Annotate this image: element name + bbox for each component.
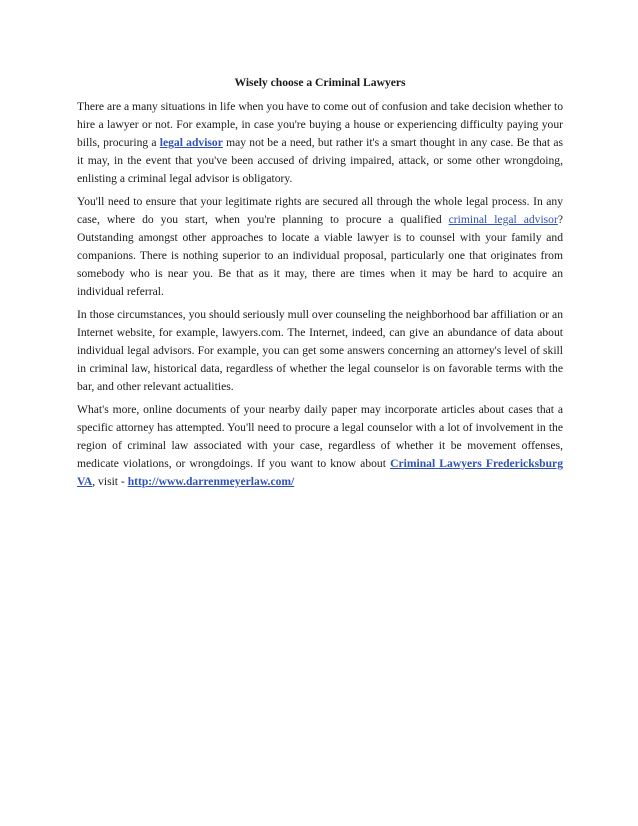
paragraph-2-text-b: ? Outstanding amongst other approaches to locate a viable lawyer is to counsel with your family and companions. There is nothing superior to an individual proposal, particularly one that originates from somebody who is near you. Be that as it may, there are times when it may be hard to acquire an individual referral. (77, 213, 563, 298)
paragraph-3-text: In those circumstances, you should seriously mull over counseling the neighborhood bar affiliation or an Internet website, for example, lawyers.com. The Internet, indeed, can give an abundance of data about individual legal advisors. For example, you can get some answers concerning an attorney's level of skill in criminal law, historical data, regardless of whether the legal counselor is on favorable terms with the bar, and other relevant actualities. (77, 308, 563, 393)
website-url-link[interactable]: http://www.darrenmeyerlaw.com/ (127, 475, 295, 488)
paragraph-1-text-b: may not be a need, but rather it's a smart thought in any case. Be that as it may, in the event that you've been accused of driving impaired, attack, or some other wrongdoing, enlisting a criminal legal advisor is obligatory. (77, 136, 563, 185)
document-body (77, 74, 563, 496)
criminal-legal-advisor-link[interactable]: criminal legal advisor (448, 213, 558, 226)
criminal-lawyers-fredericksburg-link[interactable]: Criminal Lawyers Fredericksburg VA (77, 457, 563, 488)
legal-advisor-link[interactable]: legal advisor (159, 136, 223, 149)
paragraph-2 (77, 193, 563, 301)
paragraph-1 (77, 98, 563, 188)
paragraph-3 (77, 306, 563, 396)
paragraph-2-text-a: You'll need to ensure that your legitimate rights are secured all through the whole legal process. In any case, where do you start, when you're planning to procure a qualified (77, 195, 563, 226)
document-title: Wisely choose a Criminal Lawyers (234, 76, 406, 89)
paragraph-4-text-a: What's more, online documents of your nearby daily paper may incorporate articles about cases that a specific attorney has attempted. You'll need to procure a legal counselor with a lot of involvement in the region of criminal law associated with your case, regardless of whether it be movement offenses, medicate violations, or wrongdoings. If you want to know about (77, 403, 563, 470)
paragraph-4 (77, 401, 563, 491)
paragraph-1-text-a: There are a many situations in life when you have to come out of confusion and take decision whether to hire a lawyer or not. For example, in case you're buying a house or experiencing difficulty paying your bills, procuring a (77, 100, 563, 149)
paragraph-4-text-b: , visit - (92, 475, 128, 488)
